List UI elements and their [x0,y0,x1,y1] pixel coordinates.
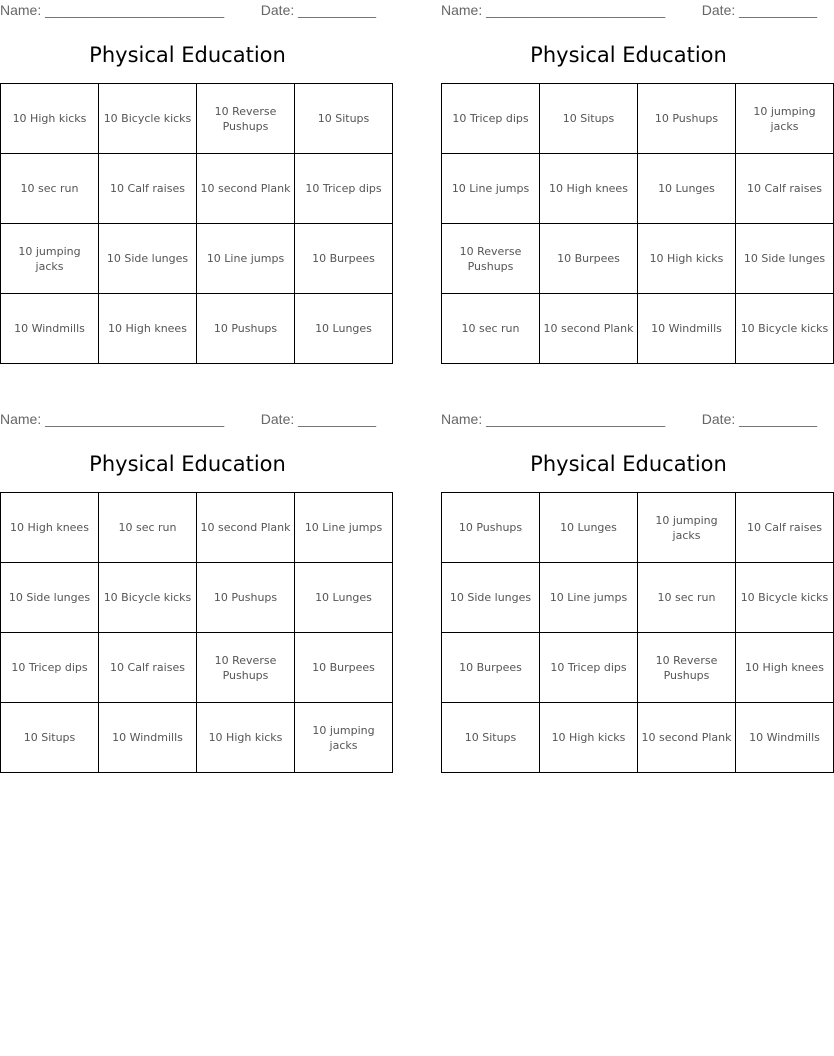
grid-cell: 10 Calf raises [736,154,834,224]
grid-cell: 10 High kicks [638,224,736,294]
grid-cell: 10 Windmills [1,294,99,364]
bingo-card-3 [0,409,383,752]
grid-row [442,703,834,773]
grid-cell: 10 jumping jacks [736,84,834,154]
grid-cell: 10 Side lunges [442,563,540,633]
date-field: Date: __________ [701,411,817,427]
grid-row [442,294,834,364]
grid-cell: 10 Reverse Pushups [197,633,295,703]
grid-row [1,294,393,364]
grid-cell: 10 Side lunges [1,563,99,633]
grid-row [1,563,393,633]
grid-cell: 10 Situps [442,703,540,773]
grid-row [442,224,834,294]
bingo-card-2 [441,0,829,335]
grid-cell: 10 Lunges [295,563,393,633]
grid-cell: 10 Burpees [295,224,393,294]
grid-cell: 10 Reverse Pushups [638,633,736,703]
grid-cell: 10 second Plank [197,154,295,224]
grid-row [1,633,393,703]
grid-row [1,154,393,224]
exercise-grid [441,83,834,364]
grid-cell: 10 High knees [99,294,197,364]
grid-cell: 10 Tricep dips [442,84,540,154]
date-field: Date: __________ [260,2,376,18]
grid-cell: 10 sec run [1,154,99,224]
name-field: Name: _______________________ [0,2,225,18]
grid-row [442,493,834,563]
grid-cell: 10 jumping jacks [295,703,393,773]
grid-row [1,84,393,154]
grid-row [442,563,834,633]
grid-cell: 10 Lunges [540,493,638,563]
grid-cell: 10 Burpees [295,633,393,703]
grid-cell: 10 sec run [442,294,540,364]
grid-cell: 10 High kicks [197,703,295,773]
grid-cell: 10 Tricep dips [1,633,99,703]
grid-cell: 10 Windmills [638,294,736,364]
grid-cell: 10 Side lunges [99,224,197,294]
grid-cell: 10 Line jumps [295,493,393,563]
grid-cell: 10 sec run [638,563,736,633]
grid-cell: 10 Bicycle kicks [736,294,834,364]
grid-cell: 10 jumping jacks [638,493,736,563]
name-field: Name: _______________________ [0,411,225,427]
card-title: Physical Education [89,452,286,476]
name-field: Name: _______________________ [441,2,666,18]
grid-cell: 10 Reverse Pushups [442,224,540,294]
grid-cell: 10 Calf raises [99,633,197,703]
grid-cell: 10 High knees [1,493,99,563]
exercise-grid [441,492,834,773]
grid-cell: 10 jumping jacks [1,224,99,294]
grid-row [1,703,393,773]
grid-cell: 10 Pushups [638,84,736,154]
grid-cell: 10 Calf raises [736,493,834,563]
grid-cell: 10 Burpees [442,633,540,703]
card-title: Physical Education [89,43,286,67]
grid-cell: 10 Tricep dips [540,633,638,703]
grid-cell: 10 Line jumps [442,154,540,224]
exercise-grid [0,492,393,773]
grid-cell: 10 second Plank [540,294,638,364]
card-header [441,409,817,429]
grid-cell: 10 High kicks [540,703,638,773]
card-title: Physical Education [530,452,727,476]
grid-cell: 10 sec run [99,493,197,563]
grid-cell: 10 Pushups [442,493,540,563]
grid-row [1,224,393,294]
grid-row [442,633,834,703]
grid-cell: 10 Bicycle kicks [99,84,197,154]
grid-cell: 10 Lunges [638,154,736,224]
grid-cell: 10 Pushups [197,563,295,633]
grid-cell: 10 Reverse Pushups [197,84,295,154]
grid-cell: 10 High knees [540,154,638,224]
date-field: Date: __________ [701,2,817,18]
grid-cell: 10 Lunges [295,294,393,364]
bingo-card-1 [0,0,382,335]
grid-row [1,493,393,563]
grid-cell: 10 Situps [1,703,99,773]
bingo-card-4 [441,409,829,744]
card-header [441,0,817,20]
grid-cell: 10 Side lunges [736,224,834,294]
card-header [0,409,376,429]
exercise-grid [0,83,393,364]
grid-cell: 10 Line jumps [197,224,295,294]
grid-cell: 10 Pushups [197,294,295,364]
date-field: Date: __________ [260,411,376,427]
grid-row [442,84,834,154]
grid-cell: 10 Windmills [99,703,197,773]
grid-cell: 10 High knees [736,633,834,703]
grid-cell: 10 Line jumps [540,563,638,633]
grid-cell: 10 second Plank [638,703,736,773]
card-title: Physical Education [530,43,727,67]
grid-cell: 10 Situps [540,84,638,154]
grid-cell: 10 Situps [295,84,393,154]
grid-cell: 10 Bicycle kicks [736,563,834,633]
grid-cell: 10 Calf raises [99,154,197,224]
grid-cell: 10 Bicycle kicks [99,563,197,633]
grid-cell: 10 High kicks [1,84,99,154]
grid-row [442,154,834,224]
name-field: Name: _______________________ [441,411,666,427]
grid-cell: 10 second Plank [197,493,295,563]
card-header [0,0,376,20]
grid-cell: 10 Burpees [540,224,638,294]
grid-cell: 10 Tricep dips [295,154,393,224]
grid-cell: 10 Windmills [736,703,834,773]
